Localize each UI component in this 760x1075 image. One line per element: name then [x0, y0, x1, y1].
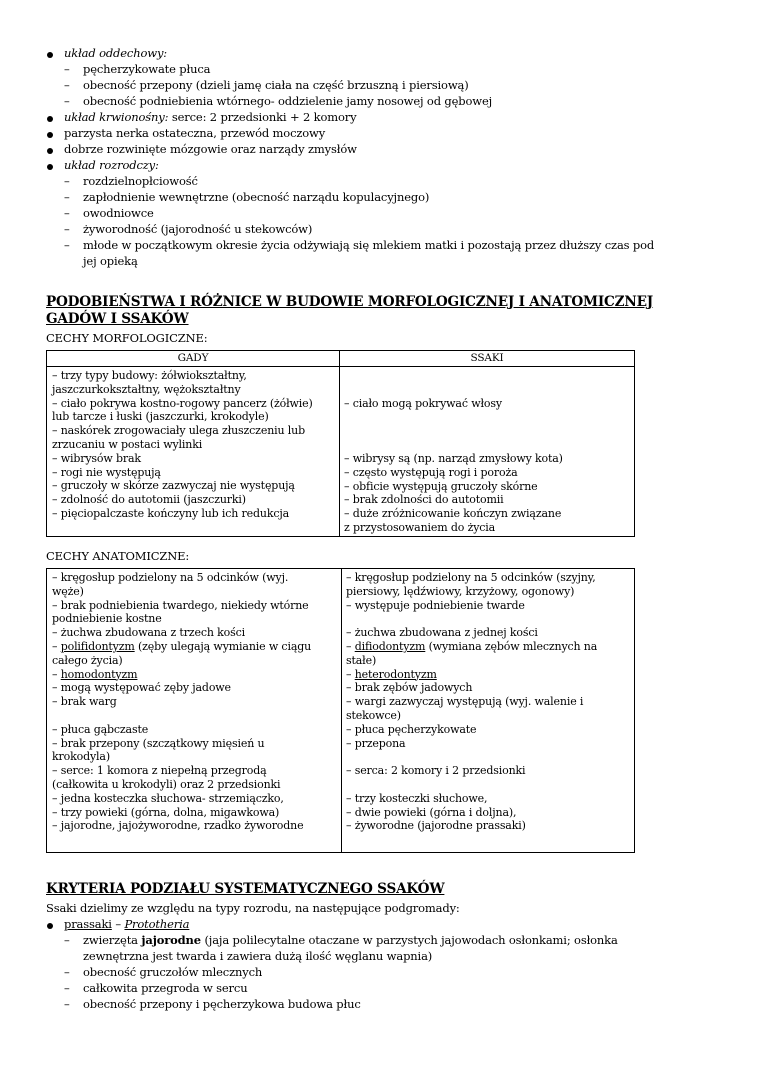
- bullet: [47, 52, 53, 58]
- cell-line: – płuca pęcherzykowate: [346, 722, 477, 736]
- cell-line: [52, 709, 311, 723]
- cell-line: – płuca gąbczaste: [52, 722, 149, 736]
- list-item: obecność gruczołów mlecznych: [83, 965, 263, 979]
- cell-line: – obficie występują gruczoły skórne: [344, 479, 538, 493]
- underlined-term: homodontyzm: [60, 667, 138, 681]
- cell-line: – serce: 1 komora z niepełną przegrodą: [52, 764, 267, 778]
- table-divider: [339, 350, 340, 537]
- cell-line: podniebienie kostne: [52, 612, 162, 626]
- dash: –: [64, 238, 70, 252]
- cell-line: – brak warg: [52, 695, 117, 709]
- table-header-rule: [46, 366, 635, 367]
- list-item: owodniowce: [83, 206, 154, 220]
- dash: –: [64, 190, 70, 204]
- cell-line: jaszczurkokształtny, wężokształtny: [52, 382, 241, 396]
- list-item-mozgowie: dobrze rozwinięte mózgowie oraz narządy zmysłów: [64, 142, 357, 156]
- subsection-label-anat: CECHY ANATOMICZNE:: [46, 549, 190, 563]
- cell-line: – heterodontyzm: [346, 667, 437, 681]
- prassaki-label: prassaki: [64, 917, 112, 931]
- section-title-line2: GADÓW I SSAKÓW: [46, 311, 189, 327]
- cell-line: – żuchwa zbudowana z jednej kości: [346, 626, 538, 640]
- text: zwierzęta: [83, 933, 142, 947]
- bold-term: jajorodne: [141, 933, 201, 947]
- cell-line: – brak podniebienia twardego, niekiedy wtórne: [52, 598, 309, 612]
- dash: –: [64, 981, 70, 995]
- cell-line: – żyworodne (jajorodne prassaki): [346, 819, 526, 833]
- morph-right-cell: [344, 452, 563, 535]
- dash: –: [64, 174, 70, 188]
- cell-line: – polifidontyzm (zęby ulegają wymianie w ciągu: [52, 639, 312, 653]
- cell-line: – brak przepony (szczątkowy mięsień u: [52, 736, 265, 750]
- cell-line: całego życia): [52, 653, 123, 667]
- list-item: młode w początkowym okresie życia odżywiają się mlekiem matki i pozostają przez dłuższy czas pod: [83, 238, 655, 252]
- dash: –: [64, 206, 70, 220]
- cell-line: – jedna kosteczka słuchowa- strzemiączko,: [52, 791, 284, 805]
- prassaki-latin: Prototheria: [124, 917, 190, 931]
- list-item-continued: zewnętrzna jest twarda i zawiera dużą ilość węglanu wapnia): [83, 949, 433, 963]
- cell-line: – trzy kosteczki słuchowe,: [346, 791, 488, 805]
- cell-line: – przepona: [346, 736, 406, 750]
- dash: –: [64, 222, 70, 236]
- cell-line: piersiowy, lędźwiowy, krzyżowy, ogonowy): [346, 584, 575, 598]
- list-item: żyworodność (jajorodność u stekowców): [83, 222, 313, 236]
- separator: –: [111, 917, 125, 931]
- cell-line: stekowce): [346, 708, 401, 722]
- list-item: zapłodnienie wewnętrzne (obecność narządu kopulacyjnego): [83, 190, 430, 204]
- list-item: obecność przepony i pęcherzykowa budowa płuc: [83, 997, 361, 1011]
- underlined-term: polifidontyzm: [60, 639, 135, 653]
- list-heading-oddechowy: układ oddechowy:: [64, 46, 168, 60]
- cell-line: stałe): [346, 653, 377, 667]
- list-item: pęcherzykowate płuca: [83, 62, 211, 76]
- dash: –: [64, 997, 70, 1011]
- text: (jaja polilecytalne otaczane w parzystych jajowodach osłonkami; osłonka: [200, 933, 618, 947]
- cell-line: [346, 612, 597, 626]
- dash: –: [64, 78, 70, 92]
- cell-line: – żuchwa zbudowana z trzech kości: [52, 626, 245, 640]
- bullet: [47, 132, 53, 138]
- cell-line: – ciało mogą pokrywać włosy: [344, 397, 502, 410]
- underlined-term: difiodontyzm: [354, 639, 426, 653]
- section-intro: Ssaki dzielimy ze względu na typy rozrodu, na następujące podgromady:: [46, 901, 460, 915]
- table-header-ssaki: SSAKI: [470, 352, 504, 364]
- cell-line: – wibrysy są (np. narząd zmysłowy kota): [344, 452, 563, 465]
- cell-line: – rogi nie występują: [52, 465, 161, 479]
- cell-line: – wibrysów brak: [52, 451, 141, 465]
- bullet: [47, 148, 53, 154]
- cell-line: – ciało pokrywa kostno-rogowy pancerz (żółwie): [52, 396, 313, 410]
- list-item: rozdzielnopłciowość: [83, 174, 198, 188]
- dash: –: [64, 62, 70, 76]
- table-header-gady: GADY: [177, 352, 209, 364]
- bullet: [47, 116, 53, 122]
- list-item: obecność podniebienia wtórnego- oddzielenie jamy nosowej od gębowej: [83, 94, 493, 108]
- cell-line: – dwie powieki (górna i doljna),: [346, 805, 517, 819]
- cell-line: – kręgosłup podzielony na 5 odcinków (wyj.: [52, 571, 289, 584]
- anat-left-cell: [52, 571, 311, 833]
- list-item-prassaki: [64, 917, 189, 932]
- list-heading-rozrodczy: układ rozrodczy:: [64, 158, 159, 172]
- cell-line: zrzucaniu w postaci wylinki: [52, 437, 203, 451]
- cell-line: – jajorodne, jajożyworodne, rzadko żyworodne: [52, 819, 304, 833]
- cell-line: – brak zdolności do autotomii: [344, 493, 504, 507]
- cell-line: – mogą występować zęby jadowe: [52, 681, 231, 695]
- section-title: PODOBIEŃSTWA I RÓŻNICE W BUDOWIE MORFOLOGICZNEJ I ANATOMICZNEJ: [46, 294, 654, 310]
- list-item: całkowita przegroda w sercu: [83, 981, 248, 995]
- list-item: obecność przepony (dzieli jamę ciała na część brzuszną i piersiową): [83, 78, 469, 92]
- cell-line: – trzy typy budowy: żółwiokształtny,: [52, 369, 247, 382]
- cell-line: – brak zębów jadowych: [346, 681, 473, 695]
- cell-line: – zdolność do autotomii (jaszczurki): [52, 493, 246, 507]
- cell-line: węże): [52, 584, 84, 598]
- list-item: [83, 933, 618, 948]
- dash: –: [64, 933, 70, 947]
- bullet: [47, 923, 53, 929]
- section-title-kryteria: KRYTERIA PODZIAŁU SYSTEMATYCZNEGO SSAKÓW: [46, 881, 445, 897]
- list-item-continued: jej opieką: [83, 254, 138, 268]
- bullet: [47, 164, 53, 170]
- cell-line: – wargi zazwyczaj występują (wyj. walenie i: [346, 695, 584, 709]
- cell-line: – serca: 2 komory i 2 przedsionki: [346, 764, 526, 778]
- cell-line: – difiodontyzm (wymiana zębów mlecznych na: [346, 639, 598, 653]
- cell-line: – występuje podniebienie twarde: [346, 598, 525, 612]
- cell-line: z przystosowaniem do życia: [344, 520, 496, 534]
- anat-right-cell: [346, 571, 597, 833]
- cell-line: – naskórek zrogowaciały ulega złuszczeniu lub: [52, 424, 305, 438]
- cell-line: – często występują rogi i poroża: [344, 465, 518, 479]
- morph-right-top: [344, 397, 502, 411]
- list-item-nerka: parzysta nerka ostateczna, przewód moczowy: [64, 126, 326, 140]
- cell-line: [346, 778, 597, 792]
- cell-line: – gruczoły w skórze zazwyczaj nie występują: [52, 479, 295, 493]
- subsection-label-morph: CECHY MORFOLOGICZNE:: [46, 331, 208, 345]
- list-item-krwionosny: [64, 110, 356, 125]
- dash: –: [64, 94, 70, 108]
- cell-line: lub tarcze i łuski (jaszczurki, krokodyle): [52, 410, 269, 424]
- dash: –: [64, 965, 70, 979]
- list-heading-krwionosny: układ krwionośny:: [64, 110, 169, 124]
- cell-line: (całkowita u krokodyli) oraz 2 przedsionki: [52, 777, 281, 791]
- list-text: serce: 2 przedsionki + 2 komory: [168, 110, 357, 124]
- cell-line: – trzy powieki (górna, dolna, migawkowa): [52, 805, 280, 819]
- cell-line: – duże zróżnicowanie kończyn związane: [344, 507, 562, 521]
- cell-line: [346, 750, 597, 764]
- underlined-term: heterodontyzm: [354, 667, 437, 681]
- cell-line: – pięciopalczaste kończyny lub ich redukcja: [52, 506, 290, 520]
- cell-line: krokodyla): [52, 750, 110, 764]
- table-divider: [341, 568, 342, 853]
- cell-line: – homodontyzm: [52, 667, 138, 681]
- morph-left-cell: [52, 369, 313, 521]
- cell-line: – kręgosłup podzielony na 5 odcinków (szyjny,: [346, 571, 596, 584]
